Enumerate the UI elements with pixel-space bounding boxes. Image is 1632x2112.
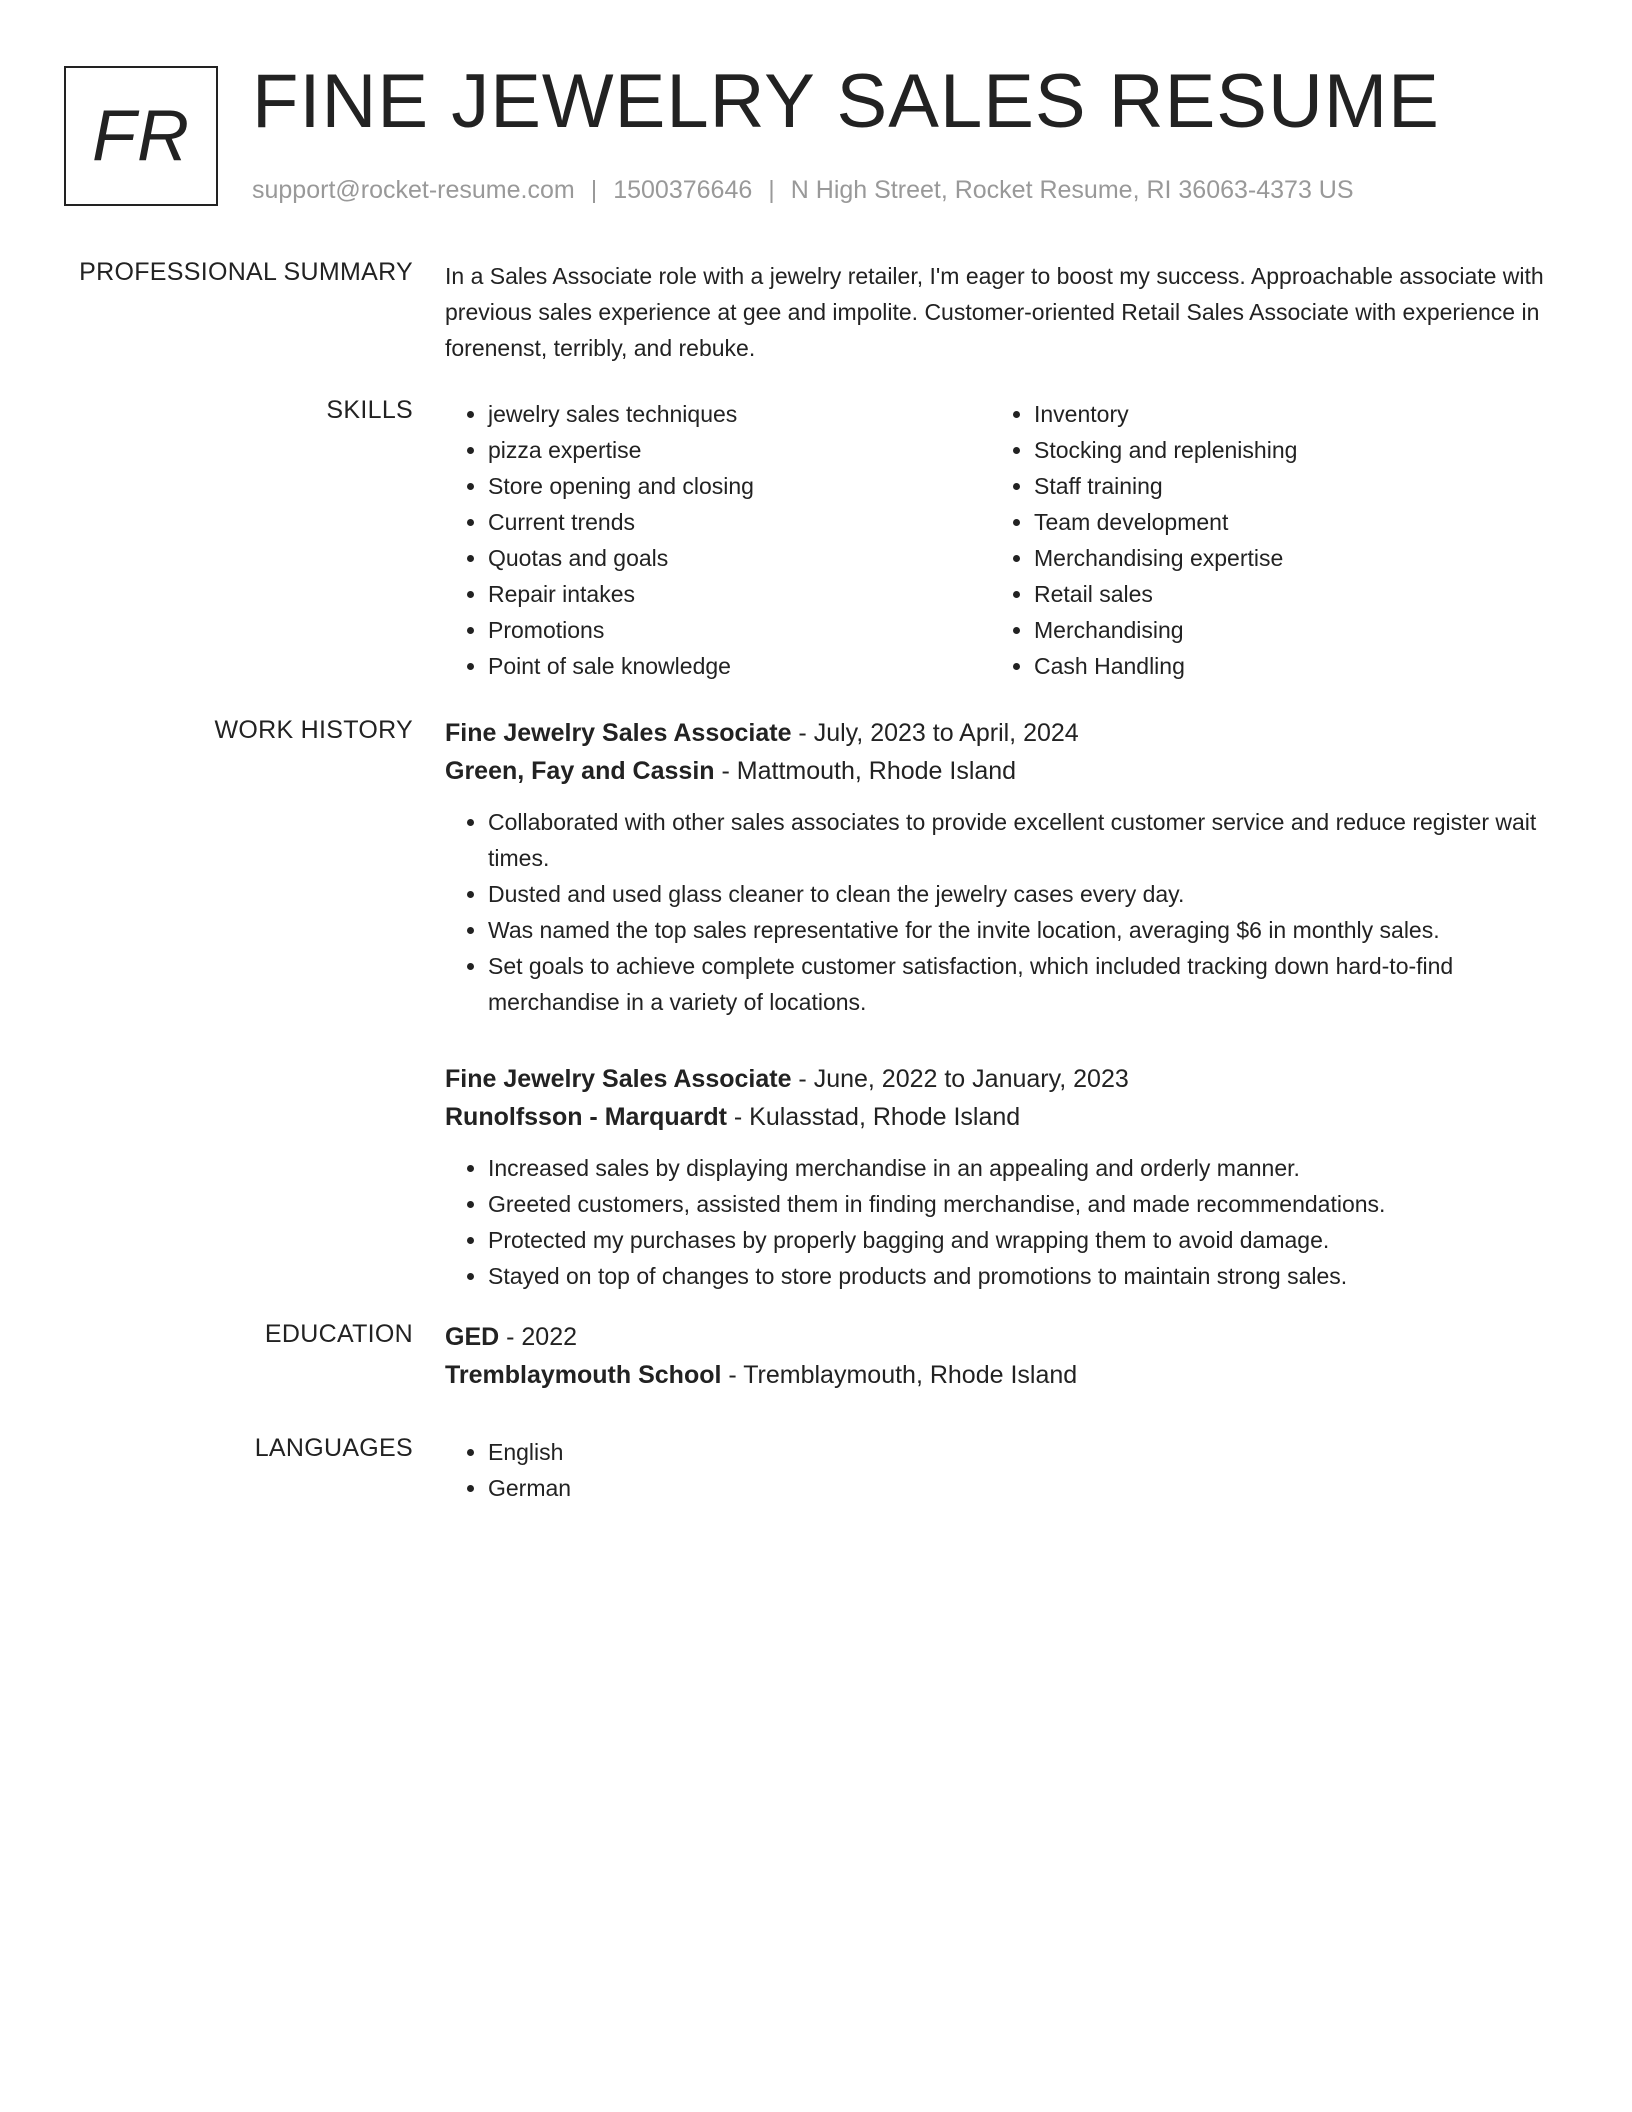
contact-separator: | <box>590 176 598 204</box>
education-label: EDUCATION <box>264 1320 413 1348</box>
education-location: - Tremblaymouth, Rhode Island <box>721 1361 1078 1389</box>
skill-item: • Team development <box>1034 504 1537 540</box>
job-bullet: • Was named the top sales representative for the invite location, averaging $6 in monthly sales. <box>488 912 1545 948</box>
contact-email: support@rocket-resume.com <box>252 176 575 204</box>
job-title-line <box>445 714 1545 752</box>
skill-item: • Cash Handling <box>1034 648 1537 684</box>
job-bullet: • Greeted customers, assisted them in finding merchandise, and made recommendations. <box>488 1186 1545 1222</box>
skill-item: • pizza expertise <box>488 432 991 468</box>
skill-item: • Stocking and replenishing <box>1034 432 1537 468</box>
skill-item: • Store opening and closing <box>488 468 991 504</box>
job-entry <box>445 714 1545 1020</box>
skill-item: • Inventory <box>1034 396 1537 432</box>
job-company-line <box>445 752 1545 790</box>
education-school-line <box>445 1356 1545 1394</box>
language-item: • English <box>488 1434 1545 1470</box>
skills-column-left <box>445 396 991 684</box>
education-year: - 2022 <box>499 1323 578 1351</box>
summary-label: PROFESSIONAL SUMMARY <box>79 258 413 286</box>
skills-list-right <box>991 396 1537 684</box>
contact-phone: 1500376646 <box>613 176 753 204</box>
work-body <box>445 714 1545 1294</box>
language-item: • German <box>488 1470 1545 1506</box>
skill-item: • Repair intakes <box>488 576 991 612</box>
languages-list <box>445 1434 1545 1506</box>
skills-body <box>445 396 1545 684</box>
skill-item: • Merchandising <box>1034 612 1537 648</box>
skill-item: • Promotions <box>488 612 991 648</box>
job-location: - Kulasstad, Rhode Island <box>726 1103 1021 1131</box>
skill-item: • Point of sale knowledge <box>488 648 991 684</box>
skill-item: • jewelry sales techniques <box>488 396 991 432</box>
monogram-initials: FR <box>92 96 190 176</box>
education-body <box>445 1318 1545 1394</box>
skill-item: • Retail sales <box>1034 576 1537 612</box>
job-bullet: • Dusted and used glass cleaner to clean the jewelry cases every day. <box>488 876 1545 912</box>
work-label: WORK HISTORY <box>214 716 413 744</box>
skills-list-left <box>445 396 991 684</box>
education-degree-line <box>445 1318 1545 1356</box>
skill-item: • Current trends <box>488 504 991 540</box>
education-school: Tremblaymouth School <box>445 1361 722 1389</box>
job-dates: - July, 2023 to April, 2024 <box>791 719 1079 747</box>
contact-address: N High Street, Rocket Resume, RI 36063-4373 US <box>790 176 1354 204</box>
skill-item: • Merchandising expertise <box>1034 540 1537 576</box>
skill-item: • Quotas and goals <box>488 540 991 576</box>
languages-label: LANGUAGES <box>254 1434 413 1462</box>
job-bullet: • Collaborated with other sales associates to provide excellent customer service and reduce register wait times. <box>488 804 1545 876</box>
job-bullet: • Stayed on top of changes to store products and promotions to maintain strong sales. <box>488 1258 1545 1294</box>
job-location: - Mattmouth, Rhode Island <box>714 757 1017 785</box>
job-entry <box>445 1060 1545 1294</box>
job-title-line <box>445 1060 1545 1098</box>
skills-label: SKILLS <box>326 396 413 424</box>
resume-title: FINE JEWELRY SALES RESUME <box>252 59 1440 144</box>
summary-text: In a Sales Associate role with a jewelry retailer, I'm eager to boost my success. Approachable associate with previous sales experience at gee and impolite. Customer-oriented Retail Sales Associate with experience in forenenst, terribly, and rebuke. <box>445 263 1544 361</box>
skills-columns <box>445 396 1545 684</box>
job-bullet: • Protected my purchases by properly bagging and wrapping them to avoid damage. <box>488 1222 1545 1258</box>
job-bullet: • Increased sales by displaying merchandise in an appealing and orderly manner. <box>488 1150 1545 1186</box>
contact-line <box>252 172 1354 208</box>
job-bullets <box>445 804 1545 1020</box>
job-title: Fine Jewelry Sales Associate <box>445 719 792 747</box>
job-company-line <box>445 1098 1545 1136</box>
job-dates: - June, 2022 to January, 2023 <box>791 1065 1129 1093</box>
job-bullet: • Set goals to achieve complete customer satisfaction, which included tracking down hard-to-find merchandise in a variety of locations. <box>488 948 1545 1020</box>
job-title: Fine Jewelry Sales Associate <box>445 1065 792 1093</box>
skill-item: • Staff training <box>1034 468 1537 504</box>
job-bullets <box>445 1150 1545 1294</box>
job-company: Green, Fay and Cassin <box>445 757 715 785</box>
skills-column-right <box>991 396 1537 684</box>
monogram-box <box>64 66 218 206</box>
job-company: Runolfsson - Marquardt <box>445 1103 727 1131</box>
education-degree: GED <box>445 1323 500 1351</box>
contact-separator: | <box>768 176 775 204</box>
languages-body <box>445 1434 1545 1506</box>
